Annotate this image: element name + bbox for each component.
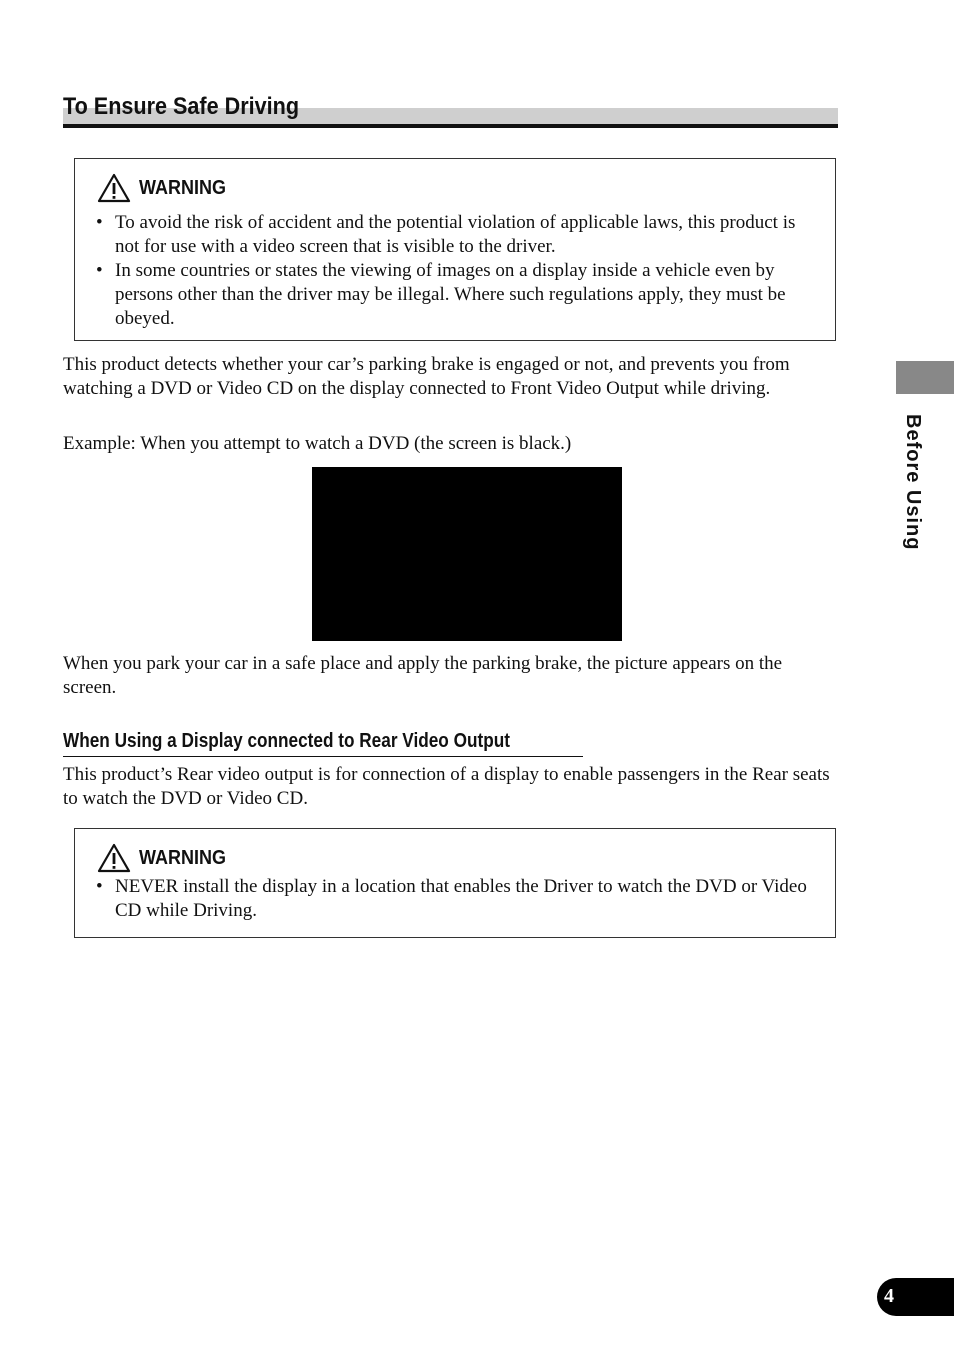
warning-item <box>95 211 815 259</box>
warning-list <box>95 211 815 331</box>
chapter-tab-label: Before Using <box>902 414 924 551</box>
warning-triangle-icon <box>97 173 131 203</box>
page-number: 4 <box>884 1285 894 1307</box>
warning-title: WARNING <box>139 847 227 869</box>
rear-output-heading-text: When Using a Display connected to Rear Video Output <box>63 730 510 752</box>
warning-item-text: To avoid the risk of accident and the potential violation of applicable laws, this product is not for use with a video screen that is visible to the driver. <box>115 212 796 257</box>
rear-output-paragraph: This product’s Rear video output is for connection of a display to enable passengers in the Rear seats to watch the DVD or Video CD. <box>63 764 830 809</box>
warning-item-text: In some countries or states the viewing of images on a display inside a vehicle even by persons other than the driver may be illegal. Where such regulations apply, they must be obeyed. <box>115 260 786 329</box>
section-header-rule <box>63 124 838 128</box>
section-header <box>63 93 838 128</box>
warning-triangle-icon <box>97 843 131 873</box>
warning-item-text: NEVER install the display in a location that enables the Driver to watch the DVD or Video CD while Driving. <box>115 876 807 921</box>
warning-header <box>97 843 236 873</box>
chapter-tab-marker <box>896 361 954 394</box>
warning-box-rear-display <box>74 828 836 938</box>
bullet: • <box>96 212 103 233</box>
warning-header <box>97 173 236 203</box>
black-screen-illustration <box>312 467 622 641</box>
page-number-badge <box>877 1278 954 1316</box>
bullet: • <box>96 260 103 281</box>
warning-title: WARNING <box>139 177 227 199</box>
bullet: • <box>96 876 103 897</box>
section-title: To Ensure Safe Driving <box>63 93 300 120</box>
warning-item <box>95 259 815 331</box>
warning-list <box>95 875 815 923</box>
warning-item <box>95 875 815 923</box>
intro-paragraph: This product detects whether your car’s parking brake is engaged or not, and prevents you from watching a DVD or Video CD on the display connected to Front Video Output while driving. <box>63 354 790 399</box>
rear-output-heading <box>63 729 583 757</box>
parking-brake-paragraph: When you park your car in a safe place and apply the parking brake, the picture appears on the screen. <box>63 653 783 698</box>
example-caption: Example: When you attempt to watch a DVD (the screen is black.) <box>63 433 572 454</box>
warning-box-driver-visibility <box>74 158 836 341</box>
